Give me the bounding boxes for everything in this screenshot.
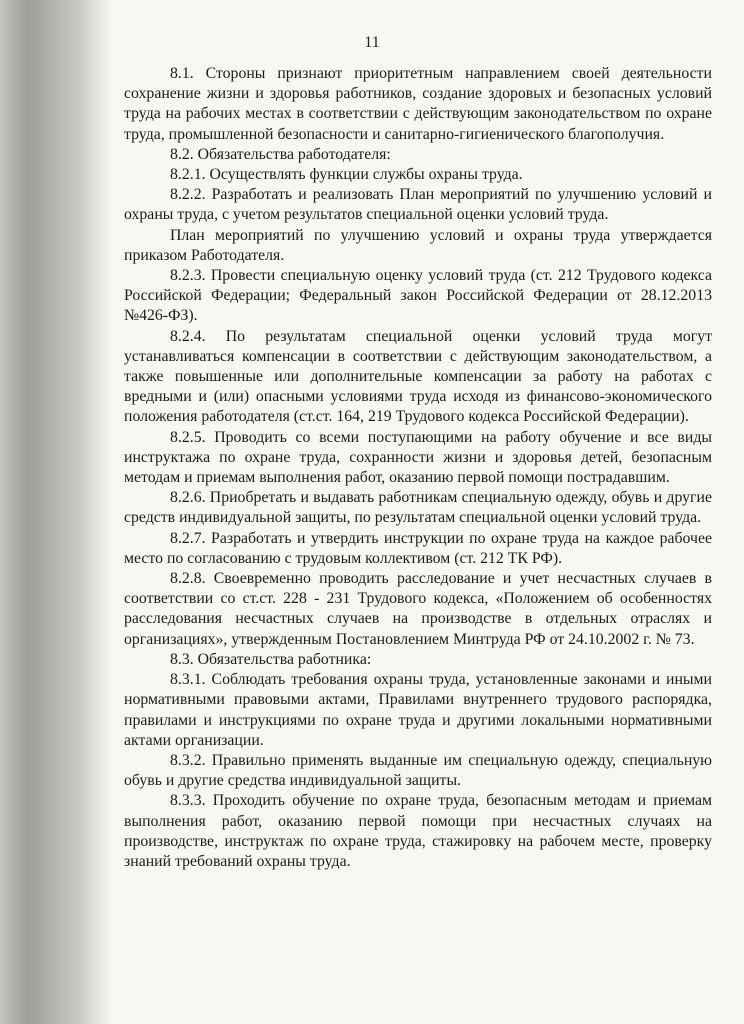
paragraph-plan: План мероприятий по улучшению условий и охраны труда утверждается приказом Работодателя. (124, 226, 712, 264)
paragraph-8-2-2: 8.2.2. Разработать и реализовать План мероприятий по улучшению условий и охраны труда, с учетом результатов специальной оценки условий труда. (124, 186, 712, 224)
paragraph-8-2-3: 8.2.3. Провести специальную оценку условий труда (ст. 212 Трудового кодекса Российской Федерации; Федеральный закон Российской Федерации от 28.12.2013 №426-ФЗ). (124, 267, 712, 325)
paragraph-8-3-1: 8.3.1. Соблюдать требования охраны труда, установленные законами и иными нормативными правовыми актами, Правилами внутреннего трудового распорядка, правилами и инструкциями по охране труда и другими локальными нормативными актами организации. (124, 671, 712, 749)
paragraph-8-2-7: 8.2.7. Разработать и утвердить инструкции по охране труда на каждое рабочее место по согласованию с трудовым коллективом (ст. 212 ТК РФ). (124, 529, 712, 567)
paragraph-8-2-4: 8.2.4. По результатам специальной оценки условий труда могут устанавливаться компенсации в соответствии с действующим законодательством, а также повышенные или дополнительные компенсации за работу на работах с вредными и (или) опасными условиями труда исходя из финансово-экономического положения работодателя (ст.ст. 164, 219 Трудового кодекса Российской Федерации). (124, 327, 712, 426)
paragraph-8-2-5: 8.2.5. Проводить со всеми поступающими на работу обучение и все виды инструктажа по охране труда, сохранности жизни и здоровья детей, безопасным методам и приемам выполнения работ, оказанию первой помощи пострадавшим. (124, 428, 712, 487)
page-number: 11 (364, 34, 380, 51)
paragraph-8-3-3: 8.3.3. Проходить обучение по охране труда, безопасным методам и приемам выполнения работ, оказанию первой помощи при несчастных случаях на производстве, инструктаж по охране труда, стажировку на рабочем месте, проверку знаний требований охраны труда. (124, 792, 712, 870)
paragraph-8-2: 8.2. Обязательства работодателя: (170, 145, 391, 163)
paragraph-8-2-8: 8.2.8. Своевременно проводить расследование и учет несчастных случаев в соответствии со ст.ст. 228 - 231 Трудового кодекса, «Положением об особенностях расследования несчастных случаев на производстве в отдельных отраслях и организациях», утвержденным Постановлением Минтруда РФ от 24.10.2002 г. № 73. (124, 570, 712, 648)
paragraph-8-2-6: 8.2.6. Приобретать и выдавать работникам специальную одежду, обувь и другие средств индивидуальной защиты, по результатам специальной оценки условий труда. (124, 489, 712, 527)
paragraph-8-3-2: 8.3.2. Правильно применять выданные им специальную одежду, специальную обувь и другие средства индивидуальной защиты. (124, 751, 712, 790)
binding-edge (0, 0, 30, 1024)
paragraph-8-3: 8.3. Обязательства работника: (170, 650, 372, 668)
paragraph-8-1: 8.1. Стороны признают приоритетным направлением своей деятельности сохранение жизни и здоровья работников, создание здоровых и безопасных условий труда на рабочих местах в соответствии с действующим законодательством по охране труда, промышленной безопасности и санитарно-гигиенического благополучия. (124, 65, 712, 143)
document-body (124, 64, 712, 872)
paragraph-8-2-1: 8.2.1. Осуществлять функции службы охраны труда. (170, 166, 523, 184)
